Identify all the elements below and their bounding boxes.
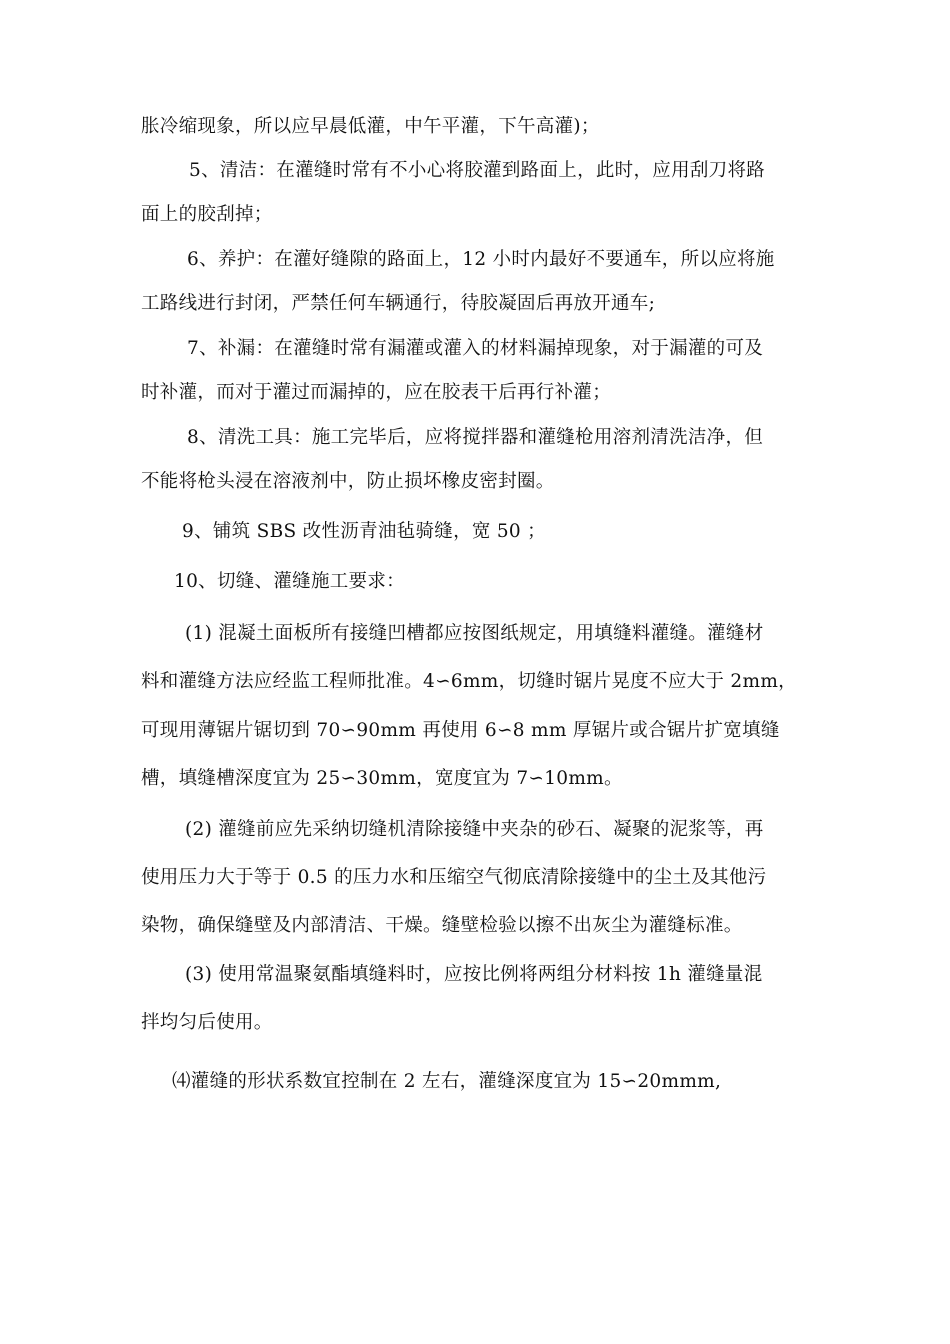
text-line: 7、补漏：在灌缝时常有漏灌或灌入的材料漏掉现象，对于漏灌的可及 bbox=[187, 338, 764, 359]
text-line: 不能将枪头浸在溶液剂中，防止损坏橡皮密封圈。 bbox=[141, 471, 555, 492]
text-line: 时补灌，而对于灌过而漏掉的，应在胶表干后再行补灌； bbox=[141, 382, 612, 403]
text-line: 染物，确保缝壁及内部清洁、干燥。缝壁检验以擦不出灰尘为灌缝标准。 bbox=[141, 915, 743, 936]
text-line: 6、养护：在灌好缝隙的路面上，12 小时内最好不要通车，所以应将施 bbox=[187, 249, 775, 270]
text-line: (1) 混凝土面板所有接缝凹槽都应按图纸规定，用填缝料灌缝。灌缝材 bbox=[185, 623, 764, 644]
text-line: 8、清洗工具：施工完毕后，应将搅拌器和灌缝枪用溶剂清洗洁净，但 bbox=[187, 427, 764, 448]
text-line: 料和灌缝方法应经监工程师批准。4∽6mm，切缝时锯片晃度不应大于 2mm， bbox=[141, 671, 797, 692]
text-line: 10、切缝、灌缝施工要求： bbox=[174, 571, 405, 592]
text-line: 5、清洁：在灌缝时常有不小心将胶灌到路面上，此时，应用刮刀将路 bbox=[189, 160, 766, 181]
text-line: 工路线进行封闭，严禁任何车辆通行，待胶凝固后再放开通车; bbox=[141, 293, 656, 314]
text-line: 使用压力大于等于 0.5 的压力水和压缩空气彻底清除接缝中的尘土及其他污 bbox=[141, 867, 767, 888]
text-line: 可现用薄锯片锯切到 70∽90mm 再使用 6∽8 mm 厚锯片或合锯片扩宽填缝 bbox=[141, 720, 780, 741]
text-line: (2) 灌缝前应先采纳切缝机清除接缝中夹杂的砂石、凝聚的泥浆等，再 bbox=[185, 819, 764, 840]
text-line: (3) 使用常温聚氨酯填缝料时，应按比例将两组分材料按 1h 灌缝量混 bbox=[185, 964, 763, 985]
text-line: 9、铺筑 SBS 改性沥青油毡骑缝，宽 50 ； bbox=[182, 521, 546, 542]
text-line: 胀冷缩现象，所以应早晨低灌，中午平灌，下午高灌)； bbox=[141, 116, 600, 137]
text-line: 拌均匀后使用。 bbox=[141, 1012, 273, 1033]
text-line: 面上的胶刮掉； bbox=[141, 204, 273, 225]
text-line: 槽，填缝槽深度宜为 25∽30mm，宽度宜为 7∽10mm。 bbox=[141, 768, 623, 789]
text-line: ⑷灌缝的形状系数宜控制在 2 左右，灌缝深度宜为 15∽20mmm, bbox=[172, 1071, 722, 1092]
